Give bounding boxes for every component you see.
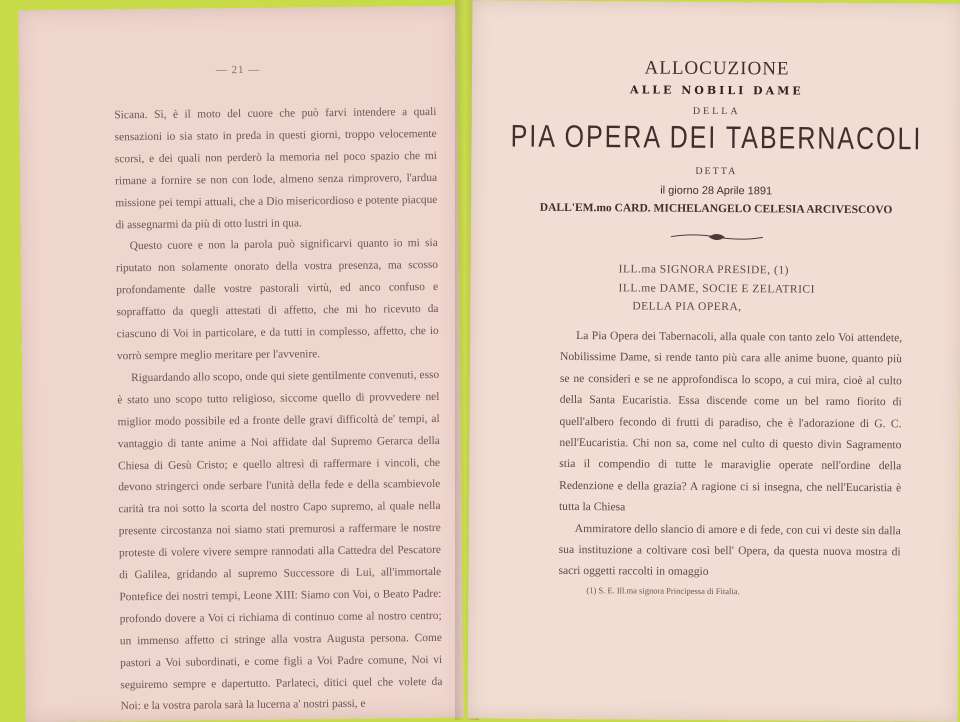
date-line: il giorno 28 Aprile 1891: [660, 184, 773, 198]
left-page-text: [114, 102, 442, 719]
paragraph: La Pia Opera dei Tabernacoli, alla quale con tanto zelo Voi attendete, Nobilissime Dame, si rende tanto più cara alle anime buone, quanto più se ne consideri e se ne approfondisca lo scopo, a cui mira, cioè al culto della Santa Eucaristia. Essa discende come un bel ramo fiorito di quell'albero fecondo di frutti di paradiso, che è l'adorazione di G. C. nell'Eucaristia. Chi non sa, come nel culto di questo divin Sagramento stia il compendio di tutte le maraviglie operate nell'ordine della Redenzione e della grazia? A ragione ci si insegna, che nell'Eucaristia è tutta la Chiesa: [558, 329, 903, 514]
title-allocuzione: ALLOCUZIONE: [644, 57, 790, 80]
author-line: DALL'EM.mo CARD. MICHELANGELO CELESIA ARCIVESCOVO: [539, 201, 893, 217]
paragraph: Riguardando allo scopo, onde qui siete gentilmente convenuti, esso è stato uno scopo tutto religioso, siccome quello di provvedere nel miglior modo possibile ed a fronte delle gravi difficoltà de' tempi, al vantaggio di tante anime a Noi affidate dal Supremo Gerarca della Chiesa di Gesù Cristo; e quello altresì di raffermare i vincoli, che devono stringerci onde serbare l'unità della fede e della scambievole carità tra noi sotto la scorta del nostro Capo supremo, al quale nella presente circostanza noi siamo stati premurosi a raffermare le nostre proteste di volere vivere sempre rannodati alla Cattedra del Pescatore di Galilea, gridando al supremo Successore di Lui, all'immortale Pontefice dei nostri tempi, Leone XIII: Siamo con Voi, o Beato Padre: profondo dovere a Voi ci richiama di continuo come al nostro centro; un immenso affetto ci stringe alla vostra Augusta persona. Come pastori a Voi subordinati, e come figli a Voi Padre comune, Noi vi seguiremo sempre e dapertutto. Parlateci, ditici quel che volete da Noi: e la vostra parola sarà la lucerna a' nostri passi, e: [117, 368, 443, 713]
paragraph: Sicana. Sì, è il moto del cuore che può farvi intendere a quali sensazioni io sia stato in preda in questi giorni, troppo velocemente scorsi, e dei quali non perderò la memoria nel poco spazio che mi rimane a fornire se non con lode, almeno senza rimprovero, l'ardua missione pei tempi attuali, che a Dio misericordioso e potente piacque di assegnarmi da più di otto lustri in qua.: [114, 105, 438, 231]
title-della: DELLA: [692, 105, 741, 118]
left-page: [18, 6, 463, 722]
paragraph: Questo cuore e non la parola può significarvi quanto io mi sia riputato non solamente onorato della vostra presenza, ma scosso profondamente dalle vostre pastorali virtù, ed anco confuso e sopraffatto da quegli attestati di affetto, che mi ho ricevuto da ciascuno di Voi in particolare, e da tutti in complesso, affetto, che io vorrò sempre meglio meritare per l'avvenire.: [115, 237, 439, 363]
ornament-divider: [669, 231, 765, 244]
address-line: ILL.me DAME, SOCIE E ZELATRICI: [618, 282, 815, 296]
paragraph: Ammiratore dello slancio di amore e di fede, con cui vi deste sin dalla sua instituzione a coltivare così bell' Opera, da questa nuova mostra di sacri oggetti raccolti in omaggio: [558, 521, 901, 579]
right-page: [467, 0, 960, 721]
right-page-text: [558, 325, 902, 584]
address-line: DELLA PIA OPERA,: [632, 300, 742, 314]
page-number: — 21 —: [215, 63, 261, 77]
title-pia-opera: PIA OPERA DEI TABERNACOLI: [510, 118, 923, 157]
footnote: (1) S. E. Ill.ma signora Principessa di Fitalia.: [586, 585, 740, 597]
address-line: ILL.ma SIGNORA PRESIDE, (1): [618, 263, 790, 277]
title-nobili-dame: ALLE NOBILI DAME: [630, 83, 804, 98]
title-detta: DETTA: [695, 165, 738, 178]
